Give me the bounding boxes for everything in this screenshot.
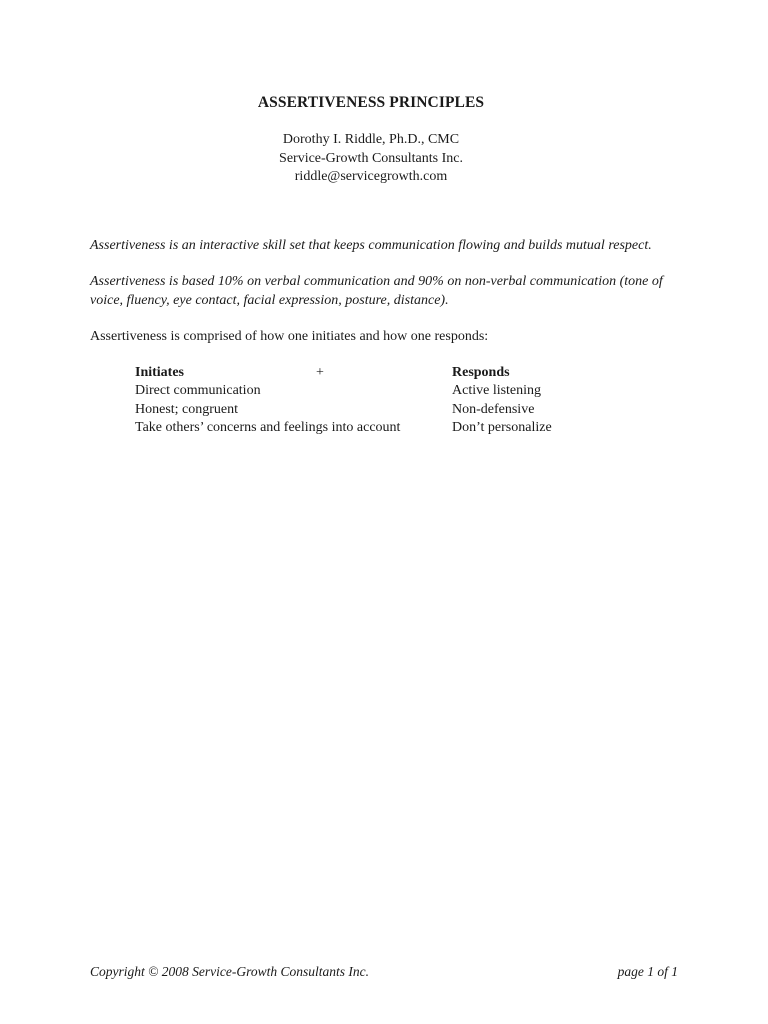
table-cell-initiates: Take others’ concerns and feelings into account [135, 419, 401, 435]
header-responds: Responds [452, 365, 510, 380]
author-email: riddle@servicegrowth.com [294, 169, 448, 184]
header-initiates: Initiates [135, 365, 184, 380]
footer-page-number: page 1 of 1 [617, 964, 678, 979]
table-cell-initiates: Honest; congruent [135, 401, 239, 417]
author-company: Service-Growth Consultants Inc. [279, 150, 463, 166]
paragraph-definition: Assertiveness is an interactive skill set that keeps communication flowing and builds mutual respect. [90, 238, 652, 253]
header-plus: + [316, 365, 324, 380]
table-cell-responds: Non-defensive [452, 401, 535, 417]
paragraph-initiates-responds: Assertiveness is comprised of how one initiates and how one responds: [90, 329, 489, 344]
table-row [135, 401, 595, 419]
table-row [135, 419, 595, 437]
footer-copyright: Copyright © 2008 Service-Growth Consultants Inc. [90, 964, 369, 979]
initiates-responds-table [135, 364, 595, 437]
author-block [0, 131, 742, 187]
paragraph-verbal-nonverbal: Assertiveness is based 10% on verbal communication and 90% on non-verbal communication (tone of voice, fluency, eye contact, facial expression, posture, distance). [90, 274, 663, 308]
table-header-row [135, 364, 595, 382]
table-cell-initiates: Direct communication [135, 383, 261, 399]
document-title: ASSERTIVENESS PRINCIPLES [257, 94, 485, 111]
table-cell-responds: Don’t personalize [452, 419, 552, 435]
table-row [135, 382, 595, 400]
author-name: Dorothy I. Riddle, Ph.D., CMC [282, 132, 460, 147]
table-cell-responds: Active listening [452, 383, 542, 399]
